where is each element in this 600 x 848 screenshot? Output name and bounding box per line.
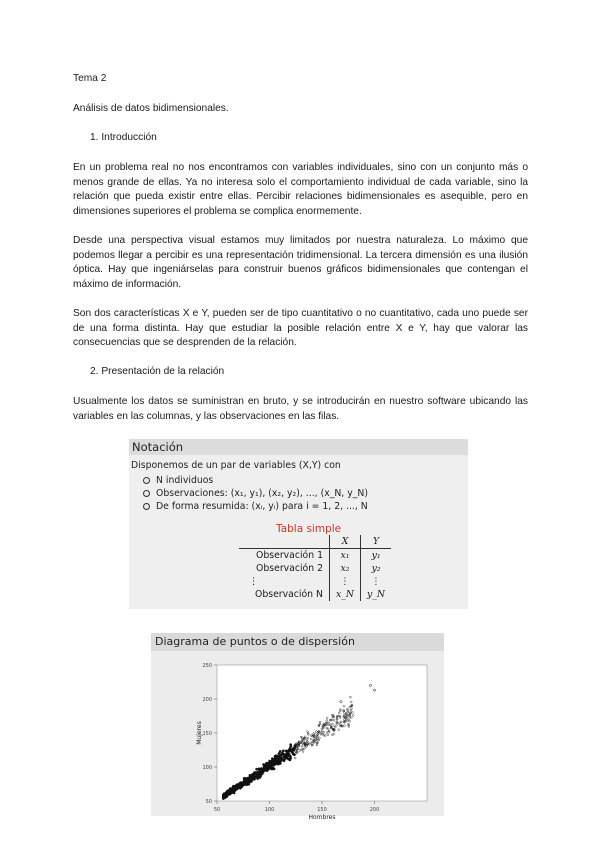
scatter-point [253, 772, 255, 774]
table-row-label: Observación 2 [256, 563, 323, 574]
section-1-heading: 1. Introducción [90, 132, 157, 143]
scatter-point [285, 750, 287, 752]
x-tick-label: 200 [369, 807, 380, 813]
scatter-point [273, 761, 275, 763]
paragraph-intro-3: Son dos características X e Y, pueden ser de tipo cuantitativo o no cuantitativo, cada uno puede ser de una forma distinta. Hay que estudiar la posible relación entre X e Y, hay que valorar las consecuencias que se desprenden de la relación. [73, 308, 528, 349]
y-tick-label: 50 [205, 799, 212, 805]
scatter-point [255, 768, 257, 770]
x-tick-label: 150 [317, 807, 327, 813]
scatter-point [282, 758, 284, 760]
notation-bullet-2: Observaciones: (x₁, y₁), (x₂, y₂), ..., (x_N, y_N) [143, 488, 368, 499]
scatter-point [265, 769, 267, 771]
table-row [239, 562, 391, 575]
scatter-point [256, 777, 258, 779]
table-row-label: ⋮ [249, 576, 259, 587]
scatter-point [270, 765, 272, 767]
table-cell-x: x_N [330, 588, 361, 601]
scatter-point [288, 750, 290, 752]
scatter-point [293, 754, 295, 756]
table-row-label: Observación 1 [256, 550, 323, 561]
section-2-heading: 2. Presentación de la relación [90, 366, 225, 377]
scatter-title: Diagrama de puntos o de dispersión [155, 635, 355, 648]
scatter-point [286, 756, 288, 758]
scatter-point [276, 761, 278, 763]
scatter-point [259, 771, 261, 773]
bullet-icon [143, 503, 150, 510]
scatter-point [288, 753, 290, 755]
bullet-icon [143, 490, 150, 497]
scatter-point [266, 763, 268, 765]
scatter-point [290, 744, 292, 746]
notation-bullet-1: N individuos [143, 475, 213, 486]
x-tick-label: 100 [264, 807, 275, 813]
table-header-empty [239, 535, 330, 549]
scatter-point [223, 793, 225, 795]
scatter-point [244, 778, 246, 780]
scatter-point [279, 750, 281, 752]
table-row [239, 588, 391, 601]
scatter-point [272, 768, 274, 770]
scatter-point [240, 784, 242, 786]
scatter-point [277, 755, 279, 757]
scatter-plot [151, 651, 444, 821]
scatter-point [281, 752, 283, 754]
y-tick-label: 250 [202, 663, 212, 669]
scatter-point [257, 774, 259, 776]
table-header-y: Y [361, 535, 392, 549]
table-header-x: X [330, 535, 361, 549]
paragraph-intro-1: En un problema real no nos encontramos con variables individuales, sino con un conjunto más o menos grande de ellas. Ya no interesa solo el comportamiento individual de cada variable, sino la relación que pueda existir entre ellas. Percibir relaciones bidimensionales es asequible, pero en dimensiones superiores el problema se complica enormemente. [73, 162, 528, 217]
table-cell-y: y₂ [361, 562, 392, 575]
table-cell-x: x₂ [330, 562, 361, 575]
bullet-icon [143, 477, 150, 484]
simple-table-title: Tabla simple [276, 523, 342, 535]
document-subtitle: Análisis de datos bidimensionales. [73, 103, 229, 114]
x-tick-label: 50 [213, 807, 221, 813]
scatter-point [222, 795, 224, 797]
simple-table [239, 535, 391, 601]
table-cell-x: ⋮ [330, 575, 361, 588]
table-cell-y: y_N [361, 588, 392, 601]
scatter-point [263, 769, 265, 771]
paragraph-intro-2: Desde una perspectiva visual estamos muy limitados por nuestra naturaleza. Lo máximo que podemos llegar a percibir es una representación tridimensional. La tercera dimensión es una ilusión óptica. Hay que ingeniárselas para construir buenos gráficos bidimensionales que contengan el máximo de información. [73, 235, 528, 290]
scatter-point [283, 756, 285, 758]
scatter-point [277, 759, 279, 761]
table-cell-x: x₁ [330, 549, 361, 563]
tema-label: Tema 2 [73, 73, 107, 84]
table-row [239, 549, 391, 563]
scatter-point [258, 768, 260, 770]
scatter-point [235, 784, 237, 786]
notation-intro: Disponemos de un par de variables (X,Y) con [131, 460, 341, 471]
scatter-point [289, 759, 291, 761]
notation-bullet-3: De forma resumida: (xᵢ, yᵢ) para i = 1, 2, ..., N [143, 501, 368, 512]
table-row-label: Observación N [255, 589, 323, 600]
y-axis-label: Mujeres [196, 721, 203, 745]
table-cell-y: y₁ [361, 549, 392, 563]
table-header-row [239, 535, 391, 549]
scatter-point [265, 767, 267, 769]
notation-slide [129, 439, 468, 609]
scatter-point [245, 783, 247, 785]
scatter-point [291, 749, 293, 751]
scatter-point [268, 767, 270, 769]
scatter-point [289, 747, 291, 749]
scatter-point [274, 759, 276, 761]
notation-title: Notación [132, 440, 184, 454]
table-row [239, 575, 391, 588]
y-tick-label: 100 [202, 765, 212, 771]
paragraph-data-presentation: Usualmente los datos se suministran en bruto, y se introducirán en nuestro software ubicando las variables en las columnas, y las observaciones en las filas. [73, 396, 528, 422]
y-tick-label: 200 [202, 697, 212, 703]
y-tick-label: 150 [202, 731, 212, 737]
x-axis-label: Hombres [308, 814, 336, 821]
scatter-point [250, 776, 252, 778]
scatter-point [261, 768, 263, 770]
table-cell-y: ⋮ [361, 575, 392, 588]
scatter-slide [151, 633, 444, 821]
scatter-point [230, 791, 232, 793]
